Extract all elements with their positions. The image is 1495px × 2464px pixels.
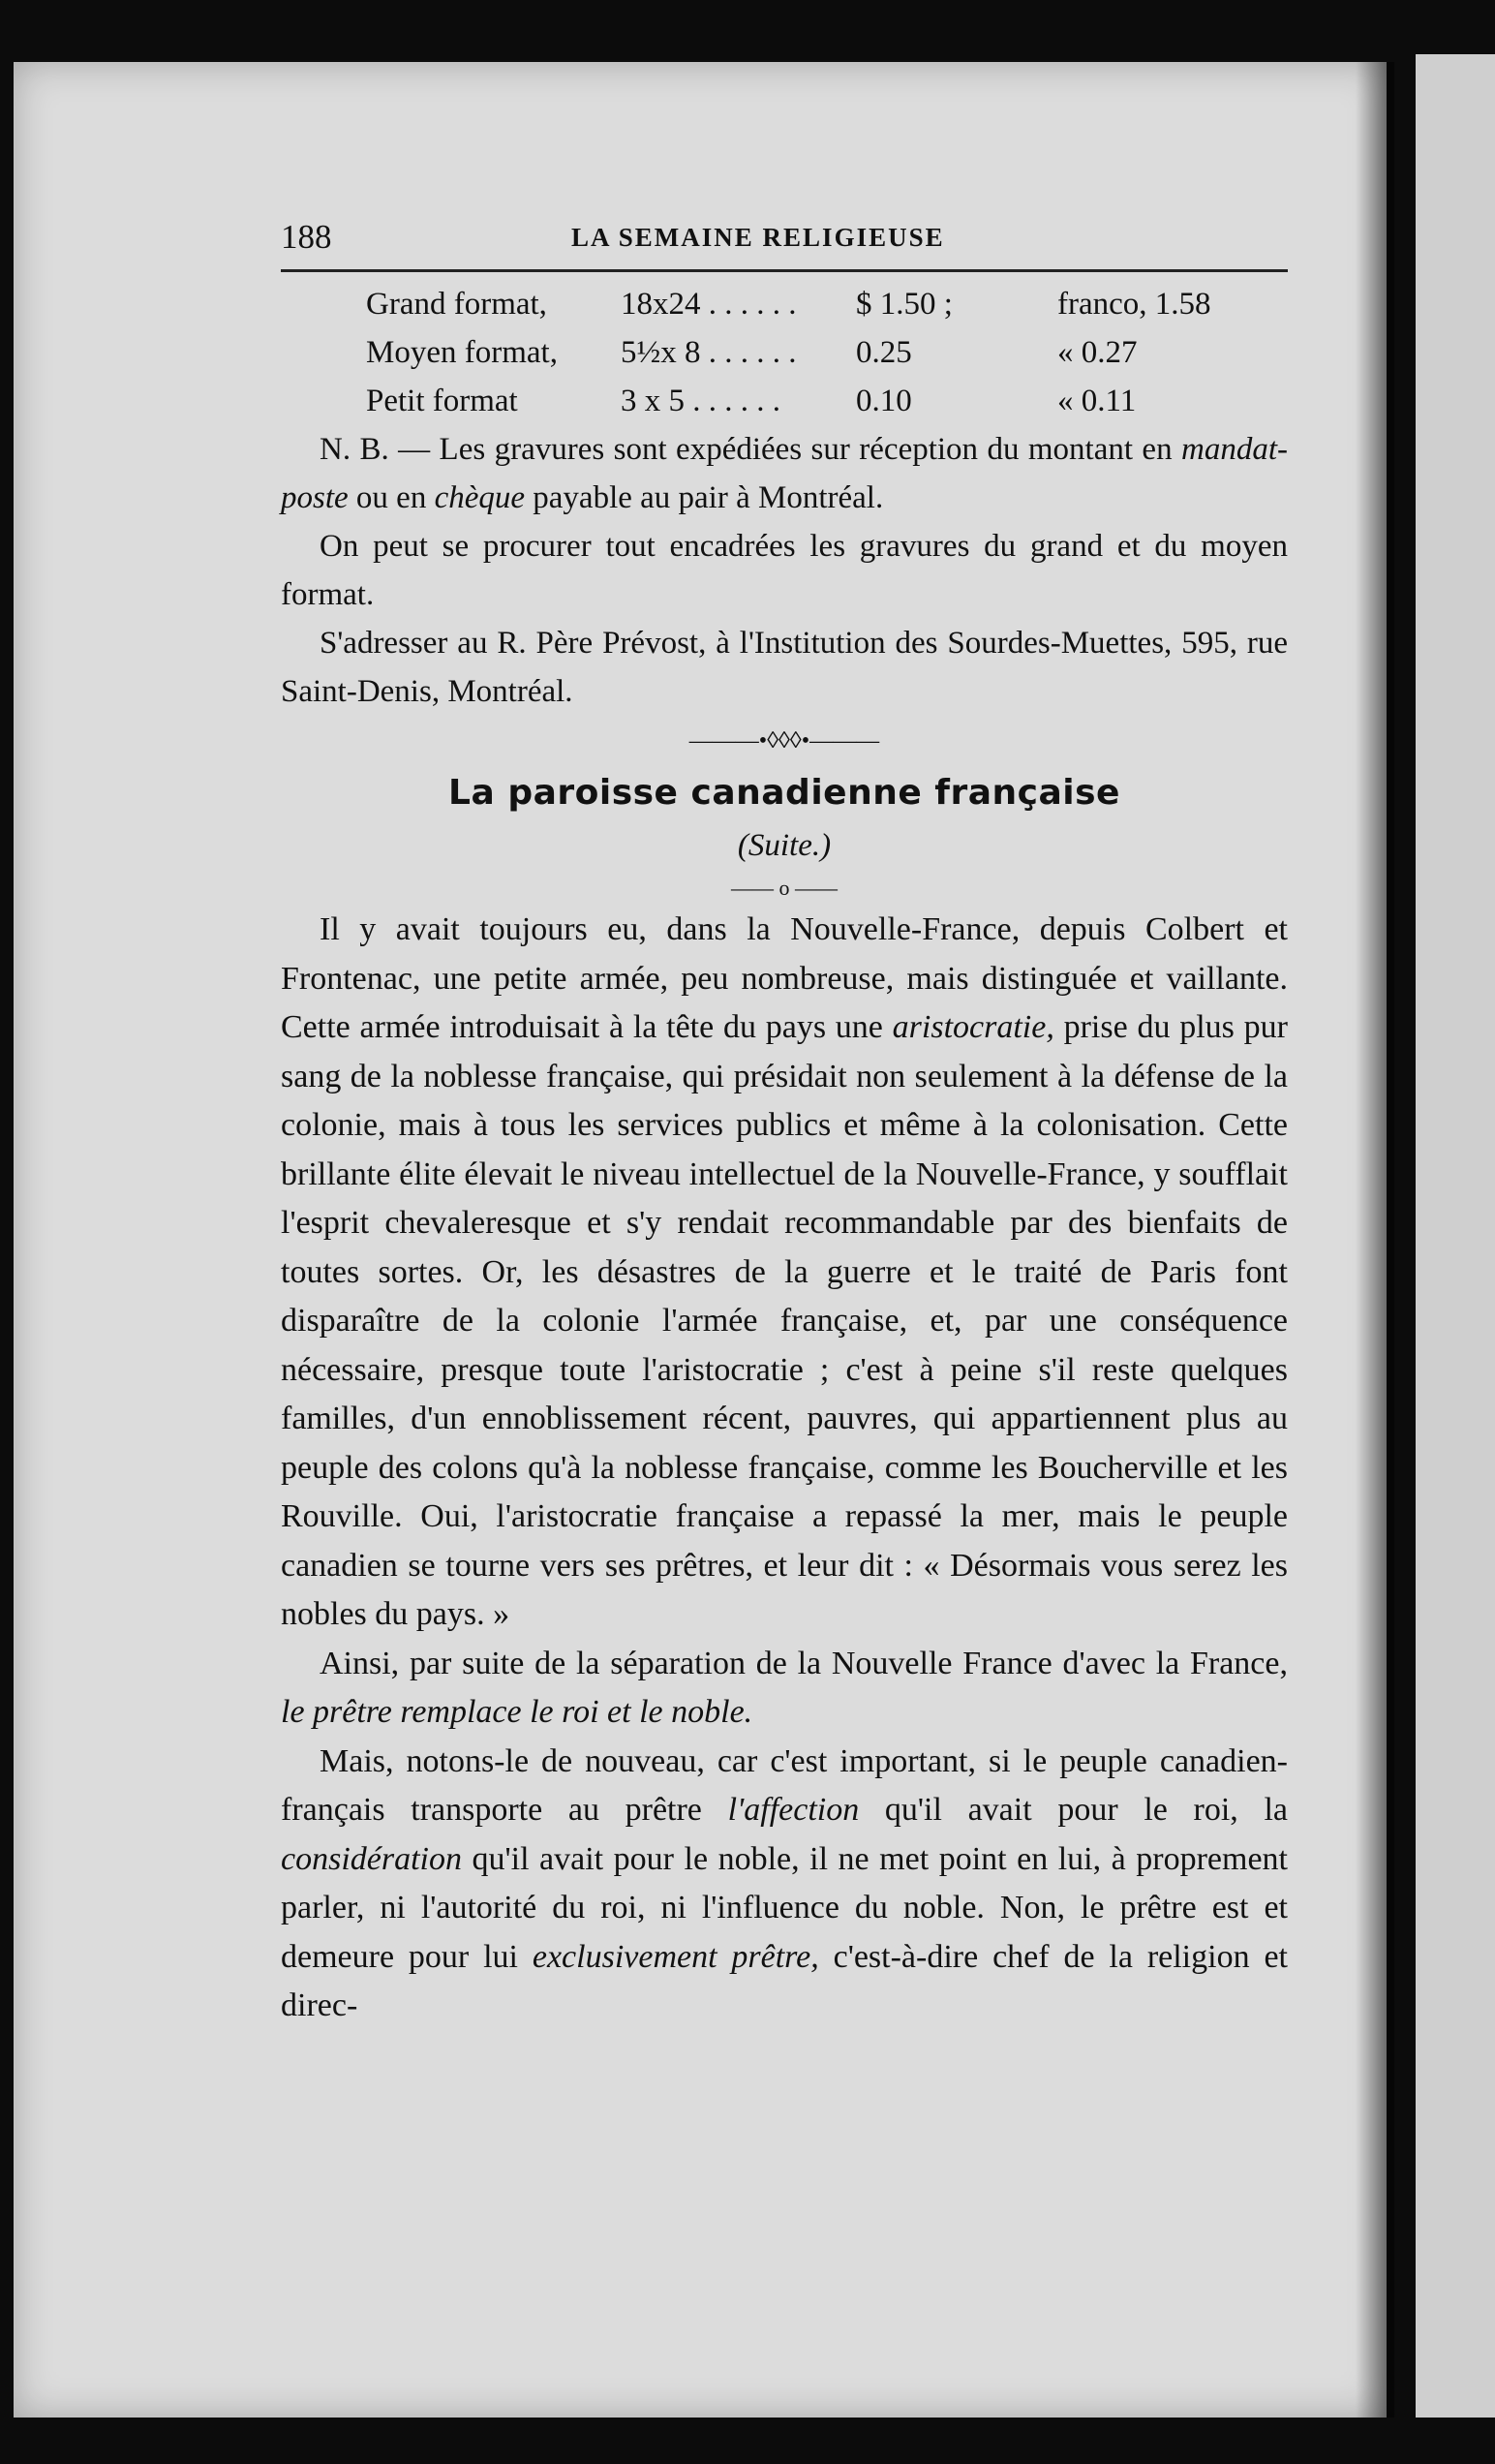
nb-cheque: chèque xyxy=(434,480,526,515)
format-price: 0.25 xyxy=(856,335,912,370)
price-table xyxy=(366,280,1288,425)
section-subtitle: (Suite.) xyxy=(737,828,832,863)
price-row xyxy=(366,328,1288,377)
format-franco: « 0.11 xyxy=(1057,384,1137,418)
facing-page-edge xyxy=(1416,54,1495,2418)
format-size: 18x24 . . . . . . xyxy=(621,287,797,322)
format-price: $ 1.50 ; xyxy=(856,287,953,322)
price-row xyxy=(366,377,1288,425)
section-title: La paroisse canadienne française xyxy=(448,773,1120,813)
body-paragraph-1: Il y avait toujours eu, dans la Nouvelle-France, depuis Colbert et Frontenac, une petite armée, peu nombreuse, mais distinguée et vaillante. Cette armée introduisait à la tête du pays une aristocratie, prise du plus pur sang de la noblesse française, qui présidait non seulement à la défense de la colonie, mais à tous les services publics et même à la colonisation. Cette brillante élite élevait le niveau intellectuel de la Nouvelle-France, y soufflait l'esprit chevaleresque et s'y rendait recommandable par des bienfaits de toutes sortes. Or, les désastres de la guerre et le traité de Paris font disparaître de la colonie l'armée française, et, par une conséquence nécessaire, presque toute l'aristocratie ; c'est à peine s'il reste quelques familles, d'un ennoblissement récent, pauvres, qui appartiennent plus au peuple des colons qu'à la noblesse française, comme les Boucherville et les Rouville. Oui, l'aristocratie française a repassé la mer, mais le peuple canadien se tourne vers ses prêtres, et leur dit : « Désormais vous serez les nobles du pays. » xyxy=(281,911,1288,1632)
format-franco: « 0.27 xyxy=(1057,335,1138,370)
nb-paragraph: N. B. — Les gravures sont expédiées sur réception du montant en mandat-poste ou en chèque payable au pair à Montréal. xyxy=(281,432,1288,515)
small-divider: —— o —— xyxy=(731,876,838,900)
price-row xyxy=(366,280,1288,328)
section-divider-ornament: ———•◊◊◊•——— xyxy=(688,728,880,754)
format-label: Grand format, xyxy=(366,287,547,322)
address-paragraph: S'adresser au R. Père Prévost, à l'Institution des Sourdes-Muettes, 595, rue Saint-Denis, Montréal. xyxy=(281,626,1288,709)
format-size: 3 x 5 . . . . . . xyxy=(621,384,780,418)
format-label: Moyen format, xyxy=(366,335,558,370)
page-content xyxy=(281,213,1288,2031)
nb-mandat-poste: mandat-poste xyxy=(281,432,1288,515)
page-number: 188 xyxy=(281,218,332,256)
running-title: LA SEMAINE RELIGIEUSE xyxy=(571,223,945,252)
page-header xyxy=(281,213,1288,272)
format-franco: franco, 1.58 xyxy=(1057,287,1211,322)
body-paragraph-2: Ainsi, par suite de la séparation de la Nouvelle France d'avec la France, le prêtre remplace le roi et le noble. xyxy=(281,1645,1288,1730)
framed-paragraph: On peut se procurer tout encadrées les gravures du grand et du moyen format. xyxy=(281,529,1288,612)
body-paragraph-3: Mais, notons-le de nouveau, car c'est important, si le peuple canadien-français transporte au prêtre l'affection qu'il avait pour le roi, la considération qu'il avait pour le noble, il ne met point en lui, à proprement parler, ni l'autorité du roi, ni l'influence du noble. Non, le prêtre est et demeure pour lui exclusivement prêtre, c'est-à-dire chef de la religion et direc- xyxy=(281,1742,1288,2023)
format-label: Petit format xyxy=(366,384,518,418)
format-size: 5½x 8 . . . . . . xyxy=(621,335,797,370)
format-price: 0.10 xyxy=(856,384,912,418)
page-gutter-shadow xyxy=(1356,62,1394,2418)
